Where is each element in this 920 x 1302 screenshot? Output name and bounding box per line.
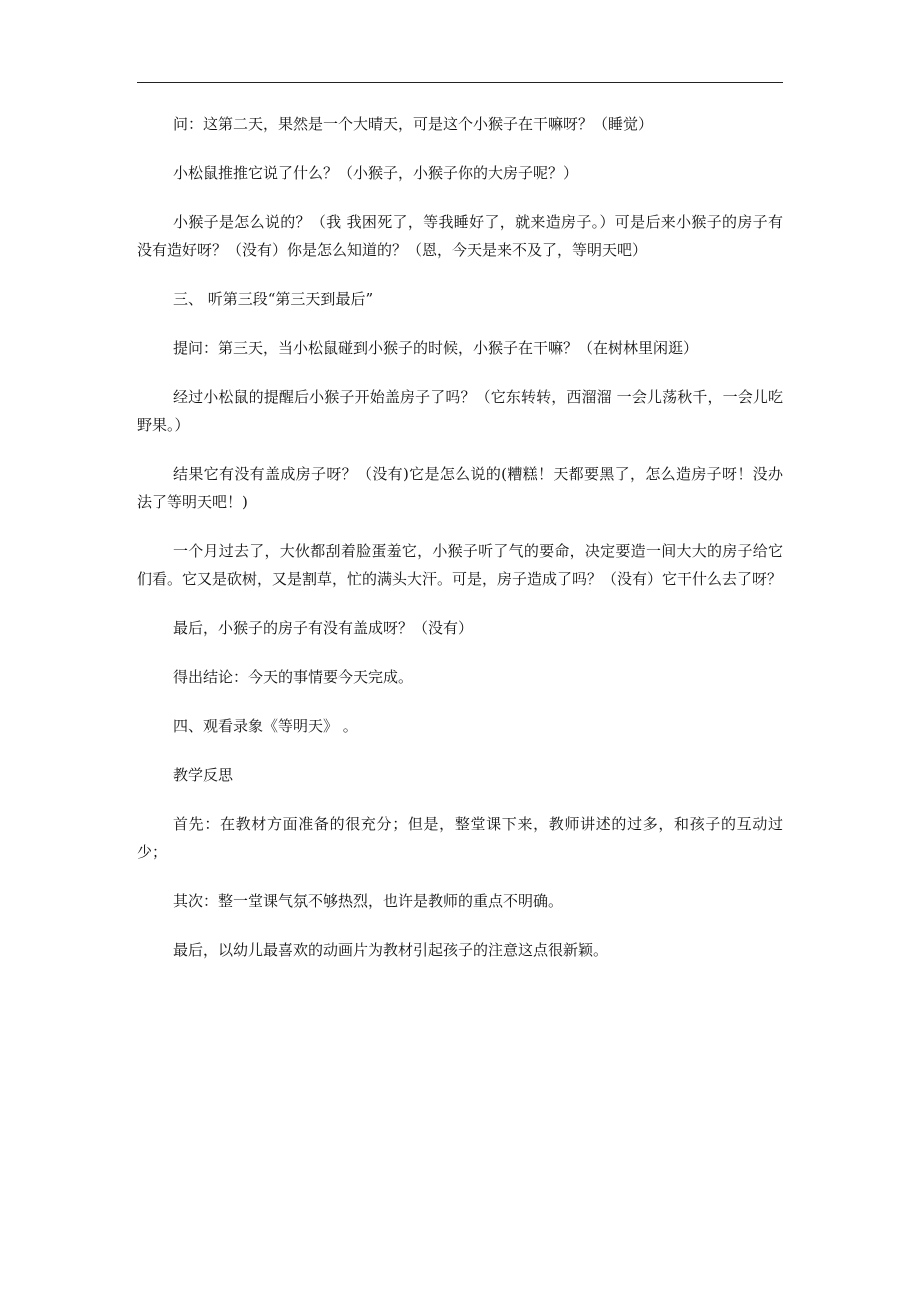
section-heading-reflection: 教学反思: [173, 766, 234, 784]
paragraph-finally: 最后，小猴子的房子有没有盖成呀？（没有）: [173, 619, 474, 637]
paragraph-conclusion: 得出结论：今天的事情要今天完成。: [173, 668, 414, 686]
document-body: [137, 110, 783, 985]
paragraph-reflection-second: 其次：整一堂课气氛不够热烈，也许是教师的重点不明确。: [173, 892, 564, 910]
paragraph-squirrel-asks: 小松鼠推推它说了什么？（小猴子，小猴子你的大房子呢？）: [173, 164, 579, 182]
paragraph-monkey-answer: 小猴子是怎么说的？（我 我困死了，等我睡好了，就来造房子。）可是后来小猴子的房子有没有造好呀？（没有）你是怎么知道的？（恩，今天是来不及了，等明天吧）: [137, 213, 783, 259]
paragraph-reflection-last: 最后，以幼儿最喜欢的动画片为教材引起孩子的注意这点很新颖。: [173, 941, 609, 959]
section-heading-part-three: 三、 听第三段“第三天到最后”: [173, 290, 374, 308]
section-heading-part-four: 四、观看录象《等明天》 。: [173, 717, 358, 735]
paragraph-reflection-first: 首先：在教材方面准备的很充分；但是，整堂课下来，教师讲述的过多，和孩子的互动过少；: [137, 815, 783, 861]
header-rule: [137, 82, 783, 83]
paragraph-day-three-question: 提问：第三天，当小松鼠碰到小猴子的时候，小猴子在干嘛？（在树林里闲逛）: [173, 339, 699, 357]
paragraph-question-day-two: 问：这第二天，果然是一个大晴天，可是这个小猴子在干嘛呀？（睡觉）: [173, 115, 654, 133]
paragraph-one-month-later: 一个月过去了，大伙都刮着脸蛋羞它，小猴子听了气的要命，决定要造一间大大的房子给它们看。它又是砍树，又是割草，忙的满头大汗。可是，房子造成了吗？（没有）它干什么去了呀？: [137, 542, 783, 588]
paragraph-reminder: 经过小松鼠的提醒后小猴子开始盖房子了吗？（它东转转，西溜溜 一会儿荡秋千，一会儿吃野果。）: [137, 388, 783, 434]
paragraph-result: 结果它有没有盖成房子呀？（没有)它是怎么说的(糟糕！天都要黑了，怎么造房子呀！没办法了等明天吧！): [137, 465, 783, 511]
